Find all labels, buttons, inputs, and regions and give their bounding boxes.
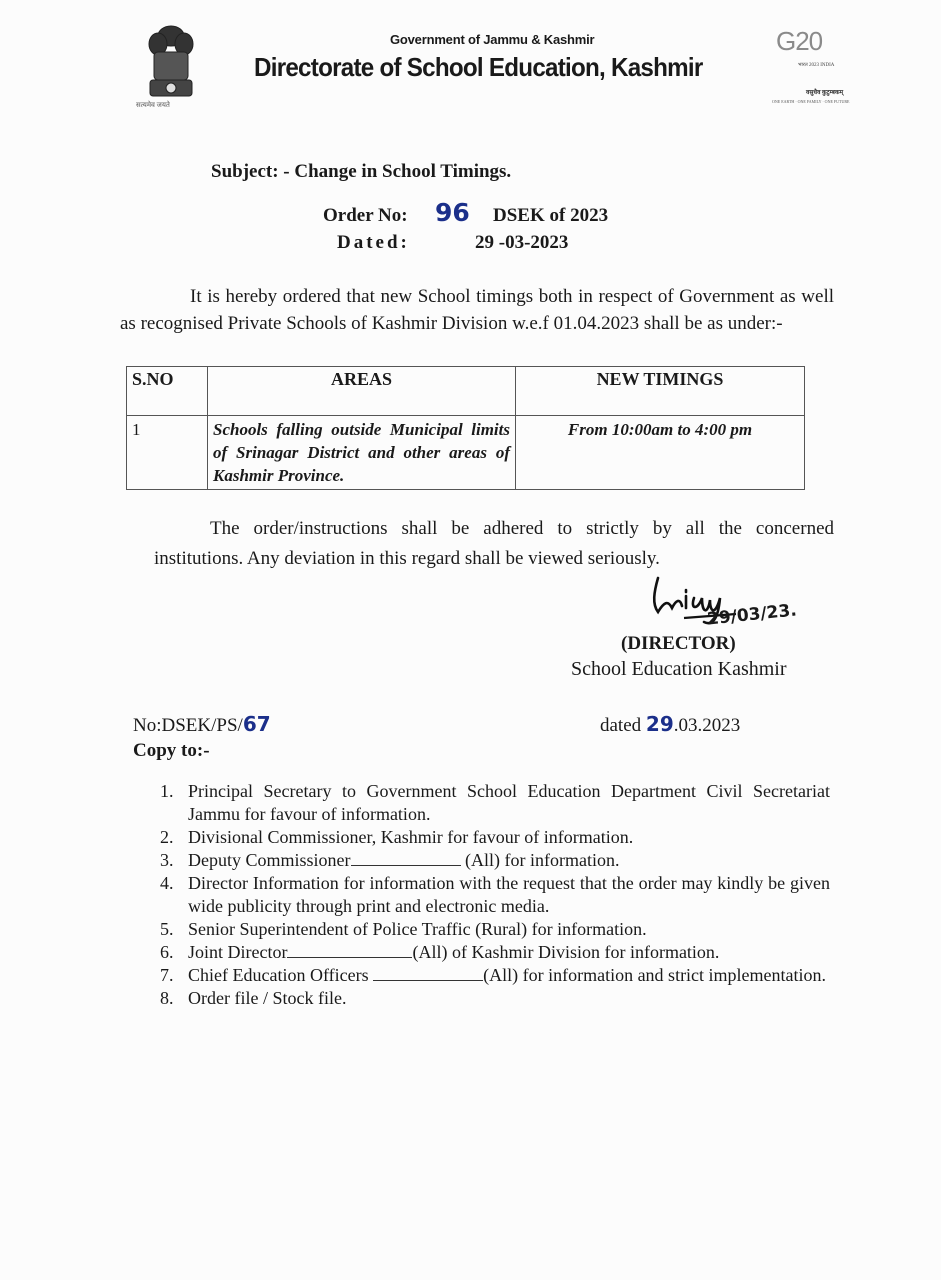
reference-prefix: No:DSEK/PS/ [133,715,243,736]
list-item-number: 2. [160,827,174,847]
list-item-text: Deputy Commissioner [188,850,351,870]
list-item [160,987,830,1010]
order-dated-value: 29 -03-2023 [475,232,569,253]
header-areas: AREAS [208,367,516,416]
signatory-office: School Education Kashmir [571,658,787,680]
table-row [127,416,805,490]
blank-line [287,943,412,958]
g20-tagline: ONE EARTH · ONE FAMILY · ONE FUTURE [772,99,850,104]
order-number-suffix: DSEK of 2023 [493,205,609,226]
list-item-text: (All) for information. [465,850,620,870]
list-item-text: (All) of Kashmir Division for information. [412,942,720,962]
signatory-title: (DIRECTOR) [621,633,736,654]
reference-date [600,712,740,737]
cell-timing: From 10:00am to 4:00 pm [516,416,805,490]
g20-subtitle: भारत 2023 INDIA [798,63,835,68]
list-item-text: Director Information for information with the request that the order may kindly be given wide publicity through print and electronic media. [188,873,830,916]
directorate-heading: Directorate of School Education, Kashmir [254,52,703,82]
copy-to-label: Copy to:- [133,740,210,761]
national-emblem-icon [140,22,202,112]
list-item-text: Senior Superintendent of Police Traffic (Rural) for information. [188,919,647,939]
intro-paragraph [120,283,834,337]
list-item-number: 1. [160,781,174,801]
list-item [160,780,830,826]
reference-dated-prefix: dated [600,715,646,736]
list-item-text: (All) for information and strict implementation. [483,965,827,985]
g20-logo-icon: G20 [776,26,823,56]
list-item-text: Joint Director [188,942,288,962]
table-header-row [127,367,805,416]
list-item [160,918,830,941]
order-number-handwritten: 96 [435,198,470,227]
header-sno: S.NO [127,367,208,416]
list-item [160,964,830,987]
cell-area: Schools falling outside Municipal limits of Srinagar District and other areas of Kashmir Province. [208,416,516,490]
reference-number-handwritten: 67 [242,712,271,736]
list-item-number: 7. [160,965,174,985]
reference-day-handwritten: 29 [645,712,674,736]
signature-date: 29/03/23. [706,600,798,630]
list-item-text: Principal Secretary to Government School Education Department Civil Secretariat Jammu for favour of information. [188,781,830,824]
list-item-text: Divisional Commissioner, Kashmir for favour of information. [188,827,634,847]
government-heading: Government of Jammu & Kashmir [390,32,595,47]
subject-line: Subject: - Change in School Timings. [211,161,512,182]
list-item [160,872,830,918]
list-item-number: 6. [160,942,174,962]
instructions-text: The order/instructions shall be adhered to strictly by all the concerned institutions. Any deviation in this regard shall be viewed seriously. [154,518,834,569]
list-item-number: 3. [160,850,174,870]
list-item-text: Order file / Stock file. [188,988,347,1008]
list-item-number: 5. [160,919,174,939]
order-number-label: Order No: [323,205,408,226]
cell-sno: 1 [127,416,208,490]
blank-line [373,966,483,981]
intro-paragraph-text: It is hereby ordered that new School timings both in respect of Government as well as recognised Private Schools of Kashmir Division w.e.f 01.04.2023 shall be as under:- [120,286,834,334]
list-item [160,941,830,964]
list-item-text: Chief Education Officers [188,965,374,985]
copy-to-list [160,780,830,1010]
emblem-caption: सत्यमेव जयते [136,101,170,109]
reference-number [133,712,271,737]
timings-table [126,366,805,490]
list-item-number: 8. [160,988,174,1008]
list-item [160,826,830,849]
list-item-number: 4. [160,873,174,893]
header-new-timings: NEW TIMINGS [516,367,805,416]
reference-dated-rest: .03.2023 [673,715,741,736]
instructions-paragraph [154,514,834,574]
g20-hindi-text: वसुधैव कुटुम्बकम् [806,90,844,96]
list-item [160,849,830,872]
order-dated-label: Dated: [337,232,410,253]
blank-line [351,851,461,866]
